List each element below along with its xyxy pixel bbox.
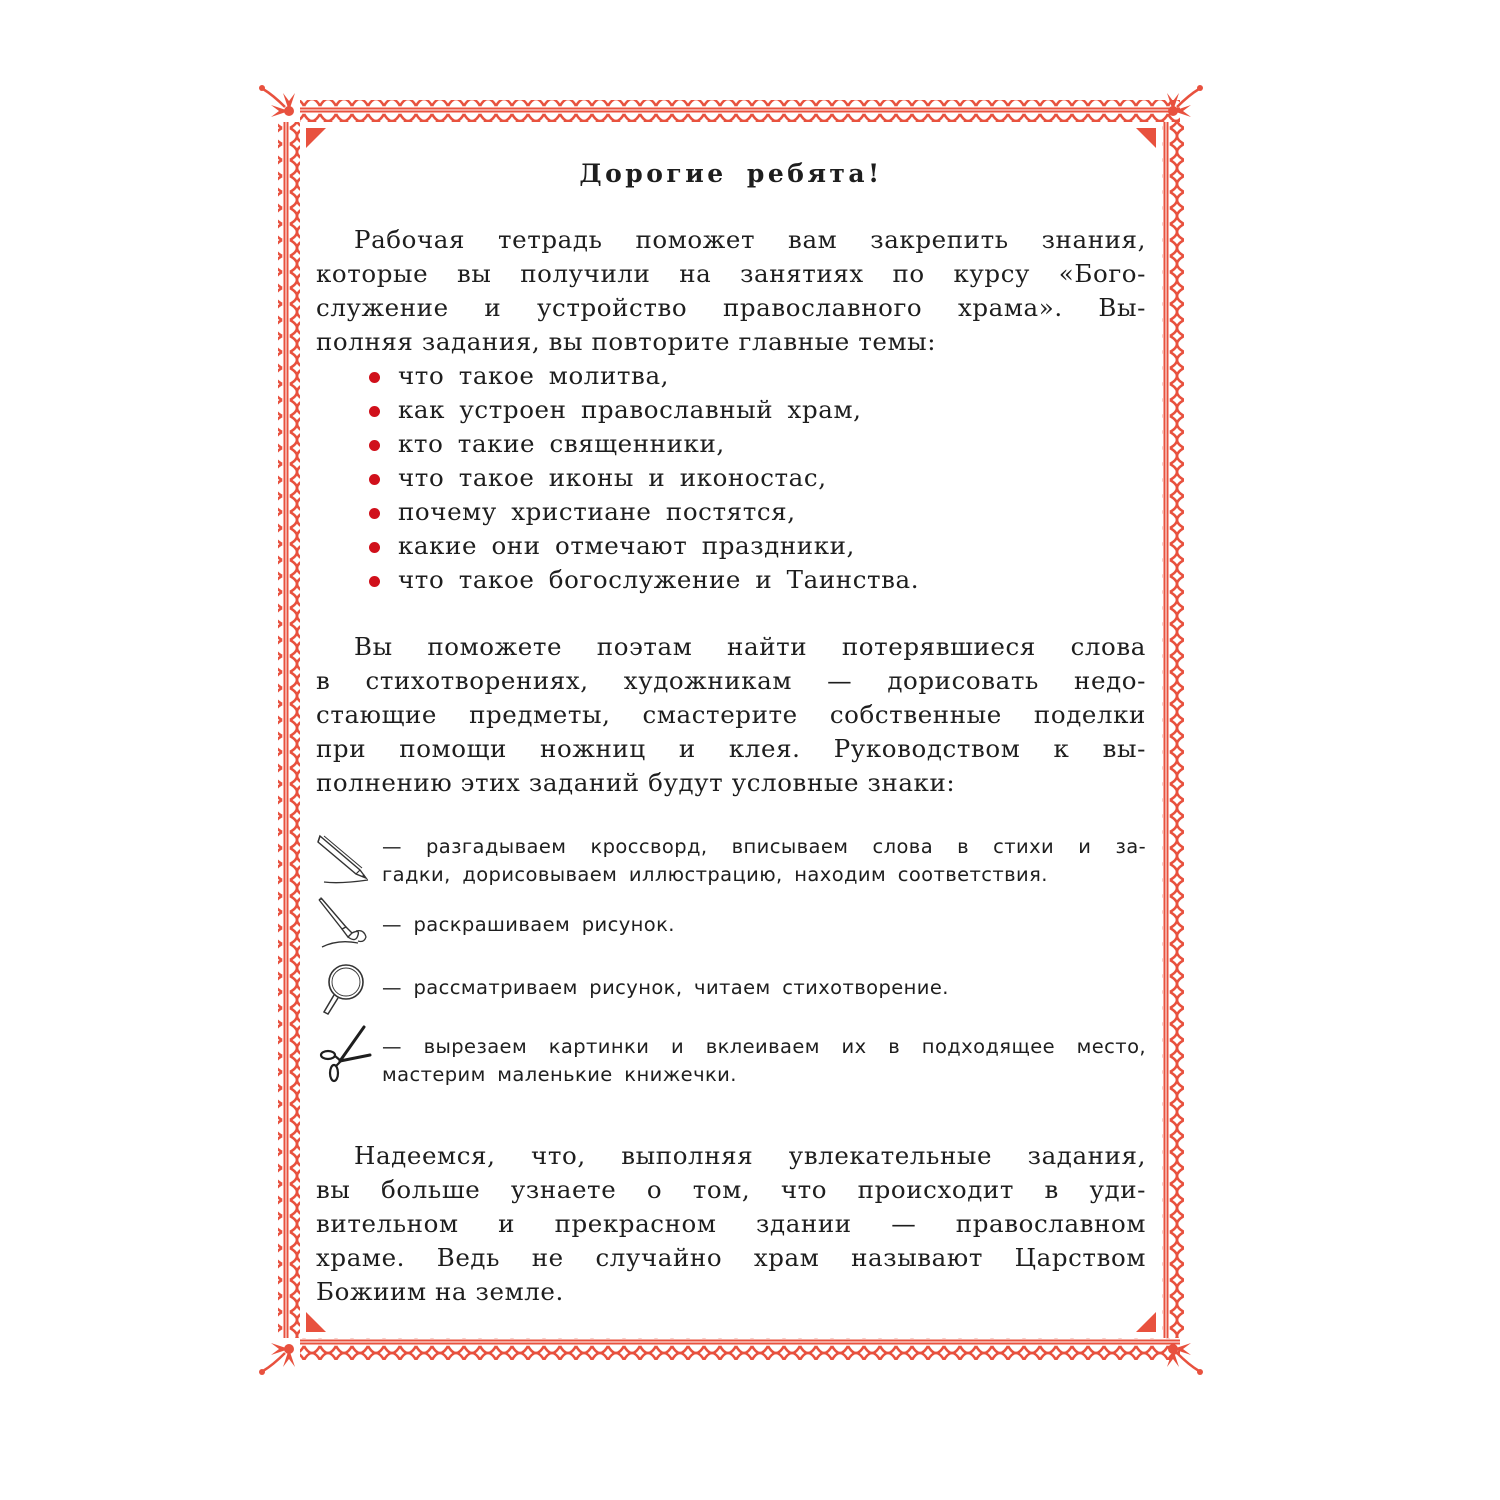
legend-text-pencil [382, 833, 1146, 889]
legend-line: — раскрашиваем рисунок. [382, 913, 675, 936]
legend-line: — разгадываем кроссворд, вписываем слова в стихи и за- [382, 835, 1146, 858]
list-item-text: кто такие священники, [398, 429, 725, 458]
legend-item-magnifier [316, 960, 1146, 1030]
legend-text-magnifier [382, 974, 1146, 1002]
bullet-dot-icon [369, 406, 380, 417]
tasks-paragraph [316, 630, 1146, 800]
text-line: в стихотворениях, художникам — дорисовать недо- [316, 666, 1146, 695]
list-item [366, 427, 919, 461]
page-content [316, 150, 1146, 1306]
list-item-text: почему христиане постятся, [398, 497, 796, 526]
closing-paragraph [316, 1139, 1146, 1309]
legend-text-paintbrush [382, 911, 1146, 939]
text-line: стающие предметы, смастерите собственные поделки [316, 700, 1146, 729]
bullet-dot-icon [369, 372, 380, 383]
bullet-dot-icon [369, 474, 380, 485]
legend-line: — рассматриваем рисунок, читаем стихотворение. [382, 976, 949, 999]
legend-item-scissors [316, 1025, 1146, 1095]
list-item-text: что такое богослужение и Таинства. [398, 565, 920, 594]
text-line: полнению этих заданий будут условные знаки: [316, 768, 956, 797]
legend-text-scissors [382, 1033, 1146, 1089]
bullet-dot-icon [369, 542, 380, 553]
list-item-text: как устроен православный храм, [398, 395, 862, 424]
list-item [366, 393, 919, 427]
legend-line: — вырезаем картинки и вклеиваем их в подходящее место, [382, 1035, 1146, 1058]
text-line: полняя задания, вы повторите главные темы: [316, 327, 937, 356]
list-item [366, 495, 919, 529]
scissors-icon [316, 1025, 376, 1089]
legend-item-pencil [316, 830, 1146, 900]
legend-item-paintbrush [316, 895, 1146, 965]
list-item [366, 461, 919, 495]
text-line: служение и устройство православного храма». Вы- [316, 293, 1146, 322]
text-line: при помощи ножниц и клея. Руководством к вы- [316, 734, 1146, 763]
text-line: храме. Ведь не случайно храм называют Царством [316, 1243, 1146, 1272]
bullet-dot-icon [369, 576, 380, 587]
text-line: Рабочая тетрадь поможет вам закрепить знания, [354, 225, 1146, 254]
bullet-dot-icon [369, 508, 380, 519]
text-line: вы больше узнаете о том, что происходит в уди- [316, 1175, 1146, 1204]
list-item [366, 563, 919, 597]
bullet-dot-icon [369, 440, 380, 451]
legend-line: гадки, дорисовываем иллюстрацию, находим соответствия. [382, 863, 1048, 886]
topics-list [366, 359, 919, 597]
list-item [366, 529, 919, 563]
intro-paragraph [316, 223, 1146, 359]
pencil-icon [316, 830, 376, 894]
magnifier-icon [316, 960, 376, 1024]
paintbrush-icon [316, 895, 376, 959]
page-title: Дорогие ребята! [579, 159, 883, 188]
legend-line: мастерим маленькие книжечки. [382, 1063, 737, 1086]
list-item-text: какие они отмечают праздники, [398, 531, 855, 560]
list-item [366, 359, 919, 393]
text-line: Надеемся, что, выполняя увлекательные задания, [354, 1141, 1146, 1170]
text-line: которые вы получили на занятиях по курсу «Бого- [316, 259, 1146, 288]
list-item-text: что такое иконы и иконостас, [398, 463, 827, 492]
text-line: Божиим на земле. [316, 1277, 564, 1306]
text-line: вительном и прекрасном здании — православном [316, 1209, 1146, 1238]
list-item-text: что такое молитва, [398, 361, 670, 390]
text-line: Вы поможете поэтам найти потерявшиеся слова [354, 632, 1146, 661]
